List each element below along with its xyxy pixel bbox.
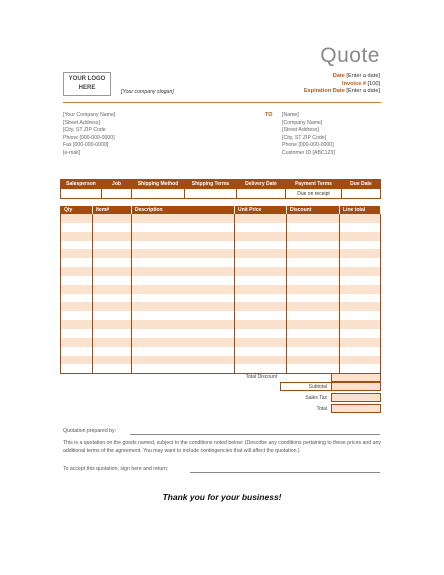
item-cell[interactable] <box>61 249 93 258</box>
sales-row <box>61 189 381 199</box>
item-cell[interactable] <box>340 294 381 303</box>
item-cell[interactable] <box>132 311 235 320</box>
items-header-row <box>61 206 381 214</box>
signature-line[interactable] <box>190 472 380 473</box>
item-cell[interactable] <box>235 364 287 373</box>
item-cell[interactable] <box>235 329 287 338</box>
item-cell[interactable] <box>287 294 340 303</box>
item-cell[interactable] <box>287 356 340 365</box>
item-cell[interactable] <box>287 267 340 276</box>
item-cell[interactable] <box>287 276 340 285</box>
subtotal-value[interactable] <box>331 382 381 391</box>
item-cell[interactable] <box>93 364 132 373</box>
item-cell[interactable] <box>340 214 381 223</box>
meta-expiration: Expiration Date [Enter a date] <box>303 88 380 95</box>
item-cell[interactable] <box>61 294 93 303</box>
item-cell[interactable] <box>132 302 235 311</box>
item-cell[interactable] <box>61 302 93 311</box>
item-cell[interactable] <box>61 223 93 232</box>
item-cell[interactable] <box>132 232 235 241</box>
item-cell[interactable] <box>235 294 287 303</box>
table-row <box>61 311 381 320</box>
item-cell[interactable] <box>61 267 93 276</box>
item-cell[interactable] <box>235 338 287 347</box>
table-row <box>61 223 381 232</box>
item-cell[interactable] <box>287 214 340 223</box>
item-cell[interactable] <box>287 338 340 347</box>
item-cell[interactable] <box>287 329 340 338</box>
item-cell[interactable] <box>61 364 93 373</box>
item-cell[interactable] <box>61 338 93 347</box>
sales-tax-value[interactable] <box>331 393 381 402</box>
table-row <box>61 285 381 294</box>
item-cell[interactable] <box>61 276 93 285</box>
total-value[interactable] <box>331 404 381 413</box>
item-cell[interactable] <box>132 329 235 338</box>
table-row <box>61 356 381 365</box>
col-unit-price: Unit Price <box>235 206 287 214</box>
cell-salesperson[interactable] <box>61 189 102 199</box>
col-item-number: Item# <box>93 206 132 214</box>
item-cell[interactable] <box>235 302 287 311</box>
cell-shipping-method[interactable] <box>132 189 185 199</box>
item-cell[interactable] <box>340 258 381 267</box>
item-cell[interactable] <box>287 241 340 250</box>
conditions-note: This is a quotation on the goods named, subject to the conditions noted below: (Describe any conditions pertaining to these prices and any additional terms of the agreement. You may want to include contingencies that will affect the quotation.) <box>63 440 381 454</box>
item-cell[interactable] <box>61 214 93 223</box>
quote-meta <box>240 73 380 96</box>
item-cell[interactable] <box>235 223 287 232</box>
item-cell[interactable] <box>132 338 235 347</box>
header-divider <box>63 102 381 103</box>
col-shipping-method: Shipping Method <box>132 180 185 189</box>
table-row <box>61 302 381 311</box>
prepared-by-line[interactable] <box>130 434 380 435</box>
cell-due-date[interactable] <box>342 189 381 199</box>
item-cell[interactable] <box>132 249 235 258</box>
item-cell[interactable] <box>287 302 340 311</box>
col-delivery-date: Delivery Date <box>237 180 286 189</box>
item-cell[interactable] <box>340 320 381 329</box>
item-cell[interactable] <box>235 285 287 294</box>
total-discount-value[interactable] <box>331 373 381 382</box>
item-cell[interactable] <box>340 356 381 365</box>
item-cell[interactable] <box>93 311 132 320</box>
item-cell[interactable] <box>93 249 132 258</box>
item-cell[interactable] <box>235 214 287 223</box>
item-cell[interactable] <box>93 214 132 223</box>
item-cell[interactable] <box>235 249 287 258</box>
item-cell[interactable] <box>61 285 93 294</box>
item-cell[interactable] <box>61 241 93 250</box>
item-cell[interactable] <box>340 241 381 250</box>
sales-table <box>60 179 381 199</box>
item-cell[interactable] <box>340 267 381 276</box>
item-cell[interactable] <box>132 320 235 329</box>
item-cell[interactable] <box>93 329 132 338</box>
item-cell[interactable] <box>132 267 235 276</box>
item-cell[interactable] <box>340 302 381 311</box>
item-cell[interactable] <box>93 338 132 347</box>
item-cell[interactable] <box>287 258 340 267</box>
item-cell[interactable] <box>287 232 340 241</box>
thank-you-message: Thank you for your business! <box>162 492 282 502</box>
col-payment-terms: Payment Terms <box>286 180 342 189</box>
item-cell[interactable] <box>235 311 287 320</box>
table-row <box>61 249 381 258</box>
item-cell[interactable] <box>235 232 287 241</box>
item-cell[interactable] <box>287 347 340 356</box>
meta-invoice: Invoice # [100] <box>342 80 380 87</box>
item-cell[interactable] <box>235 347 287 356</box>
item-cell[interactable] <box>287 249 340 258</box>
prepared-by-label: Quotation prepared by: <box>63 428 117 434</box>
to-address: [Name] [Company Name] [Street Address] [City, ST ZIP Code] Phone [000-000-0000] Customer ID [ABC123] <box>282 112 335 156</box>
col-salesperson: Salesperson <box>61 180 102 189</box>
item-cell[interactable] <box>93 232 132 241</box>
item-cell[interactable] <box>61 329 93 338</box>
col-description: Description <box>132 206 235 214</box>
cell-payment-terms[interactable]: Due on receipt <box>286 189 342 199</box>
cell-job[interactable] <box>102 189 132 199</box>
item-cell[interactable] <box>93 276 132 285</box>
item-cell[interactable] <box>340 338 381 347</box>
col-discount: Discount <box>287 206 340 214</box>
item-cell[interactable] <box>340 223 381 232</box>
item-cell[interactable] <box>132 276 235 285</box>
col-qty: Qty <box>61 206 93 214</box>
to-label: TO <box>265 112 273 118</box>
item-cell[interactable] <box>340 347 381 356</box>
item-cell[interactable] <box>340 329 381 338</box>
item-cell[interactable] <box>93 285 132 294</box>
subtotal-label: Subtotal <box>308 384 327 390</box>
sales-header-row <box>61 180 381 189</box>
cell-delivery-date[interactable] <box>237 189 286 199</box>
item-cell[interactable] <box>93 267 132 276</box>
table-row <box>61 294 381 303</box>
item-cell[interactable] <box>132 241 235 250</box>
item-cell[interactable] <box>132 347 235 356</box>
item-cell[interactable] <box>340 285 381 294</box>
item-cell[interactable] <box>235 258 287 267</box>
item-cell[interactable] <box>340 232 381 241</box>
meta-date: Date [Enter a date] <box>332 73 380 79</box>
item-cell[interactable] <box>235 320 287 329</box>
item-cell[interactable] <box>287 223 340 232</box>
item-cell[interactable] <box>93 294 132 303</box>
table-row <box>61 276 381 285</box>
item-cell[interactable] <box>93 320 132 329</box>
item-cell[interactable] <box>93 223 132 232</box>
item-cell[interactable] <box>132 258 235 267</box>
item-cell[interactable] <box>132 214 235 223</box>
item-cell[interactable] <box>132 223 235 232</box>
item-cell[interactable] <box>235 356 287 365</box>
col-job: Job <box>102 180 132 189</box>
items-body <box>61 214 381 374</box>
item-cell[interactable] <box>235 241 287 250</box>
item-cell[interactable] <box>93 356 132 365</box>
quote-title: Quote <box>320 44 380 67</box>
item-cell[interactable] <box>93 347 132 356</box>
col-shipping-terms: Shipping Terms <box>185 180 237 189</box>
item-cell[interactable] <box>61 258 93 267</box>
item-cell[interactable] <box>340 311 381 320</box>
table-row <box>61 320 381 329</box>
accept-label: To accept this quotation, sign here and return: <box>63 466 169 472</box>
sales-tax-label: Sales Tax <box>305 395 327 401</box>
col-due-date: Due Date <box>342 180 381 189</box>
from-address: [Your Company Name] [Street Address] [City, ST ZIP Code Phone [000-000-0000] Fax [000-000-0000] [e-mail] <box>63 112 116 156</box>
item-cell[interactable] <box>132 294 235 303</box>
item-cell[interactable] <box>61 320 93 329</box>
item-cell[interactable] <box>93 302 132 311</box>
item-cell[interactable] <box>61 356 93 365</box>
table-row <box>61 338 381 347</box>
item-cell[interactable] <box>132 364 235 373</box>
item-cell[interactable] <box>340 276 381 285</box>
item-cell[interactable] <box>132 356 235 365</box>
company-slogan: [Your company slogan] <box>121 89 174 95</box>
item-cell[interactable] <box>93 241 132 250</box>
item-cell[interactable] <box>287 311 340 320</box>
table-row <box>61 347 381 356</box>
item-cell[interactable] <box>235 276 287 285</box>
cell-shipping-terms[interactable] <box>185 189 237 199</box>
table-row <box>61 232 381 241</box>
item-cell[interactable] <box>287 285 340 294</box>
item-cell[interactable] <box>61 311 93 320</box>
items-table <box>60 206 381 374</box>
item-cell[interactable] <box>61 347 93 356</box>
item-cell[interactable] <box>132 285 235 294</box>
logo-placeholder: YOUR LOGO HERE <box>63 72 111 96</box>
table-row <box>61 241 381 250</box>
table-row <box>61 267 381 276</box>
item-cell[interactable] <box>340 249 381 258</box>
table-row <box>61 214 381 223</box>
total-discount-label: Total Discount <box>245 374 277 380</box>
item-cell[interactable] <box>61 232 93 241</box>
table-row <box>61 258 381 267</box>
table-row <box>61 329 381 338</box>
item-cell[interactable] <box>235 267 287 276</box>
item-cell[interactable] <box>93 258 132 267</box>
item-cell[interactable] <box>287 320 340 329</box>
col-line-total: Line total <box>340 206 381 214</box>
total-label: Total <box>316 406 327 412</box>
